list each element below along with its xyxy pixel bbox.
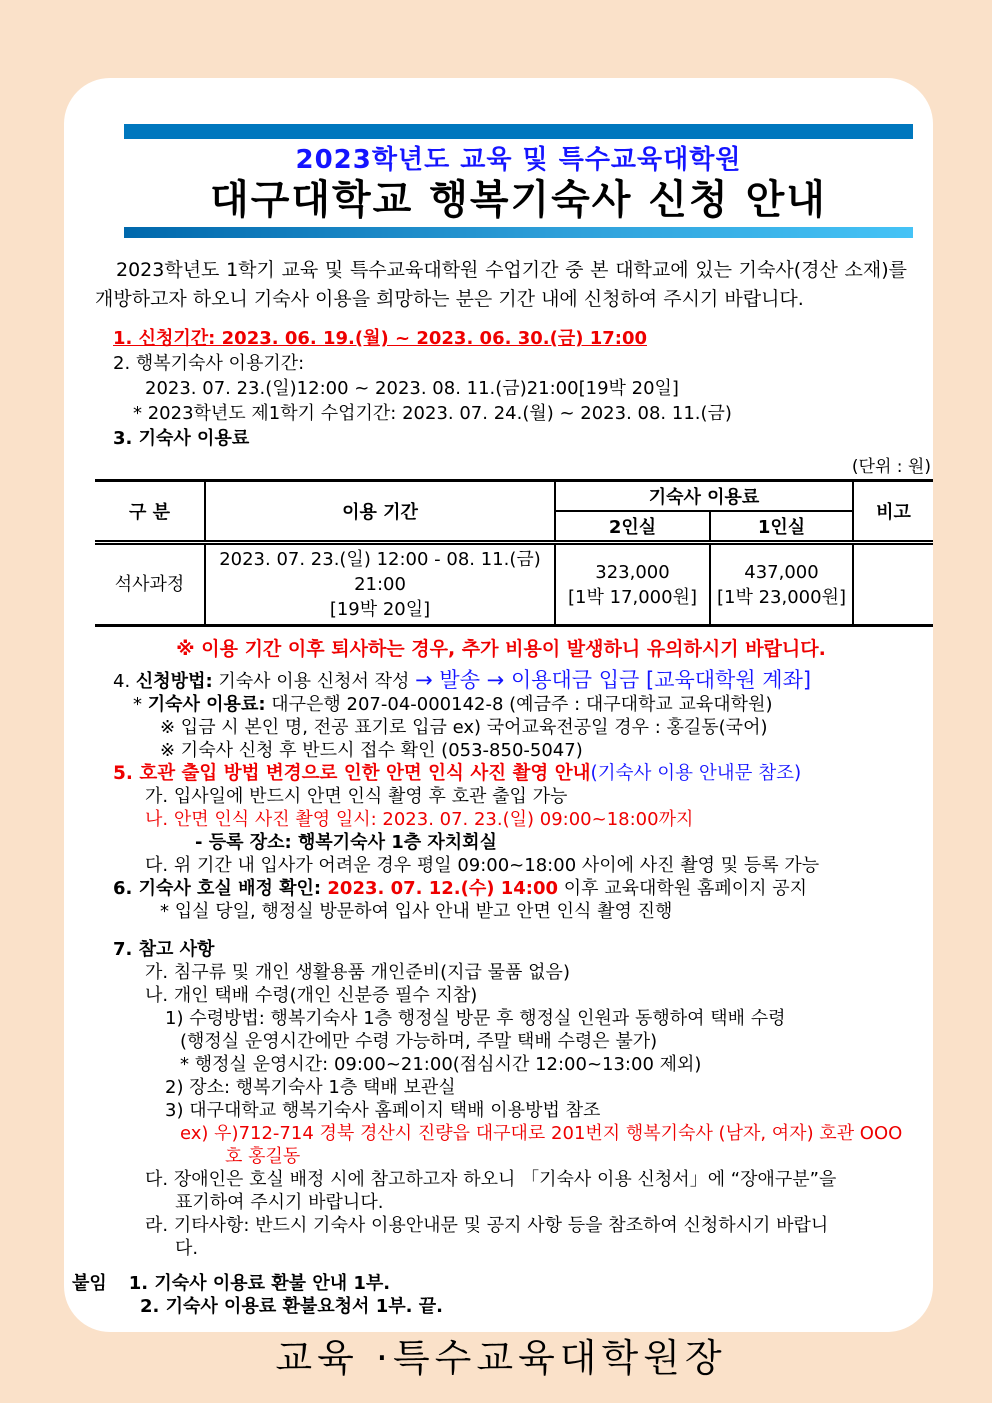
attachment-1: 1. 기숙사 이용료 환불 안내 1부.	[128, 1273, 391, 1294]
signature-title: 교육 ·특수교육대학원장	[275, 1336, 727, 1380]
sections-4-6	[95, 669, 933, 923]
sec5-blue-ref: (기숙사 이용 안내문 참조)	[590, 763, 802, 784]
fee-section-heading: 3. 기숙사 이용료	[113, 428, 250, 449]
bank-account-line	[95, 693, 933, 716]
usage-period-heading: 2. 행복기숙사 이용기간:	[113, 353, 305, 374]
parcel-method-line: 1) 수령방법: 행복기숙사 1층 행정실 방문 후 행정실 인원과 동행하여 택배 수령	[165, 1008, 786, 1029]
parcel-place-line: 2) 장소: 행복기숙사 1층 택배 보관실	[165, 1077, 456, 1098]
attachment-line2: 2. 기숙사 이용료 환불요청서 1부. 끝.	[140, 1296, 443, 1317]
document-card	[64, 78, 933, 1380]
header-double-room: 2인실	[555, 511, 710, 543]
fee-table-header	[95, 481, 933, 543]
sec4-label: 신청방법:	[135, 671, 213, 692]
fee-star: *	[133, 694, 148, 715]
reference-heading: 7. 참고 사항	[113, 939, 215, 960]
attachments-block	[72, 1272, 933, 1318]
cell-double-price: 323,000	[595, 561, 670, 583]
usage-period-dates: 2023. 07. 23.(일)12:00 ~ 2023. 08. 11.(금)21:00[19박 20일]	[145, 378, 679, 399]
header-fee-group: 기숙사 이용료	[555, 481, 853, 512]
address-example-line2: 호 홍길동	[225, 1146, 301, 1167]
room-assignment-line	[95, 877, 933, 900]
parcel-hours-restriction: (행정실 운영시간에만 수령 가능하며, 주말 택배 수령은 불가)	[180, 1031, 658, 1052]
bedding-line: 가. 침구류 및 개인 생활용품 개인준비(지급 물품 없음)	[145, 962, 570, 983]
checkin-day-note: * 입실 당일, 행정실 방문하여 입사 안내 받고 안면 인식 촬영 진행	[160, 901, 673, 922]
header-period: 이용 기간	[205, 481, 555, 543]
parcel-heading: 나. 개인 택배 수령(개인 신분증 필수 지참)	[145, 985, 478, 1006]
application-period-line: 1. 신청기간: 2023. 06. 19.(월) ~ 2023. 06. 30.(금) 17:00	[113, 328, 647, 349]
cell-single-price: 437,000	[744, 561, 819, 583]
disability-line2: 표기하여 주시기 바랍니다.	[175, 1192, 384, 1213]
fee-label: 기숙사 이용료:	[147, 694, 266, 715]
sec6-date: 2023. 07. 12.(수) 14:00	[327, 878, 559, 899]
registration-place-line: - 등록 장소: 행복기숙사 1층 자치회실	[195, 832, 497, 853]
header-note: 비고	[853, 481, 933, 543]
photo-date-line: 나. 안면 인식 사진 촬영 일시: 2023. 07. 23.(일) 09:00~18:00까지	[145, 809, 694, 830]
office-hours-line: * 행정실 운영시간: 09:00~21:00(점심시간 12:00~13:00 제외)	[180, 1054, 702, 1075]
cell-single-per-night: [1박 23,000원]	[717, 586, 846, 608]
fee-account: 대구은행 207-04-000142-8 (예금주 : 대구대학교 교육대학원)	[265, 694, 773, 715]
confirm-receipt-note: ※ 기숙사 신청 후 반드시 접수 확인 (053-850-5047)	[160, 740, 583, 761]
address-example-line1: ex) 우)712-714 경북 경산시 진량읍 대구대로 201번지 행복기숙사 (남자, 여자) 호관 OOO	[180, 1123, 903, 1144]
cell-period-line2: [19박 20일]	[329, 599, 431, 620]
face-entry-line: 가. 입사일에 반드시 안면 인식 촬영 후 호관 출입 가능	[145, 786, 568, 807]
unit-label: (단위 : 원)	[851, 457, 931, 477]
weekday-photo-line: 다. 위 기간 내 입사가 어려운 경우 평일 09:00~18:00 사이에 사진 촬영 및 등록 가능	[145, 855, 820, 876]
sec6-rest: 이후 교육대학원 홈페이지 공지	[558, 878, 807, 899]
section-7	[95, 938, 933, 1260]
disability-line1: 다. 장애인은 호실 배정 시에 참고하고자 하오니 「기숙사 이용 신청서」에 “장애구분”을	[145, 1169, 837, 1190]
header-gradient-bar	[124, 227, 913, 238]
document-content	[64, 78, 933, 1380]
cell-double-per-night: [1박 17,000원]	[568, 586, 697, 608]
sec5-red-heading: 5. 호관 출입 방법 변경으로 인한 안면 인식 사진 촬영 안내	[113, 763, 591, 784]
sec4-steps: 기숙사 이용 신청서 작성	[212, 671, 416, 692]
etc-line2: 다.	[175, 1238, 199, 1259]
sec4-payment-flow: → 발송 → 이용대금 입금 [교육대학원 계좌]	[415, 668, 812, 692]
deposit-name-note: ※ 입금 시 본인 명, 전공 표기로 입금 ex) 국어교육전공일 경우 : 홍길동(국어)	[160, 717, 768, 738]
face-recognition-heading	[95, 762, 933, 785]
sec4-number: 4.	[113, 671, 136, 692]
table-row	[95, 543, 933, 626]
parcel-homepage-line: 3) 대구대학교 행복기숙사 홈페이지 택배 이용방법 참조	[165, 1100, 601, 1121]
fee-table	[95, 479, 933, 627]
document-subtitle: 2023학년도 교육 및 특수교육대학원	[295, 145, 742, 175]
application-method-line	[95, 669, 933, 693]
attachment-line1	[72, 1272, 933, 1295]
sec6-label: 6. 기숙사 호실 배정 확인:	[113, 878, 328, 899]
document-title: 대구대학교 행복기숙사 신청 안내	[210, 177, 827, 223]
cell-note	[853, 543, 933, 626]
header-category: 구 분	[128, 502, 171, 523]
header-top-bar	[124, 124, 913, 139]
main-list	[95, 327, 933, 451]
cell-period-line1: 2023. 07. 23.(일) 12:00 - 08. 11.(금) 21:00	[219, 549, 541, 595]
document-header	[124, 124, 913, 238]
cell-double-room	[555, 543, 710, 626]
intro-paragraph: 2023학년도 1학기 교육 및 특수교육대학원 수업기간 중 본 대학교에 있는 기숙사(경산 소재)를 개방하고자 하오니 기숙사 이용을 희망하는 분은 기간 내에 신청하여 주시기 바랍니다.	[95, 259, 907, 310]
checkout-warning: ※ 이용 기간 이후 퇴사하는 경우, 추가 비용이 발생하니 유의하시기 바랍니다.	[176, 638, 826, 660]
header-single-room: 1인실	[710, 511, 853, 543]
cell-period	[205, 543, 555, 626]
cell-category: 석사과정	[95, 543, 205, 626]
etc-line1: 라. 기타사항: 반드시 기숙사 이용안내문 및 공지 사항 등을 참조하여 신청하시기 바랍니	[145, 1215, 829, 1236]
attachments-label: 붙임	[72, 1273, 107, 1294]
cell-single-room	[710, 543, 853, 626]
semester-period-note: * 2023학년도 제1학기 수업기간: 2023. 07. 24.(월) ~ 2023. 08. 11.(금)	[133, 403, 732, 424]
